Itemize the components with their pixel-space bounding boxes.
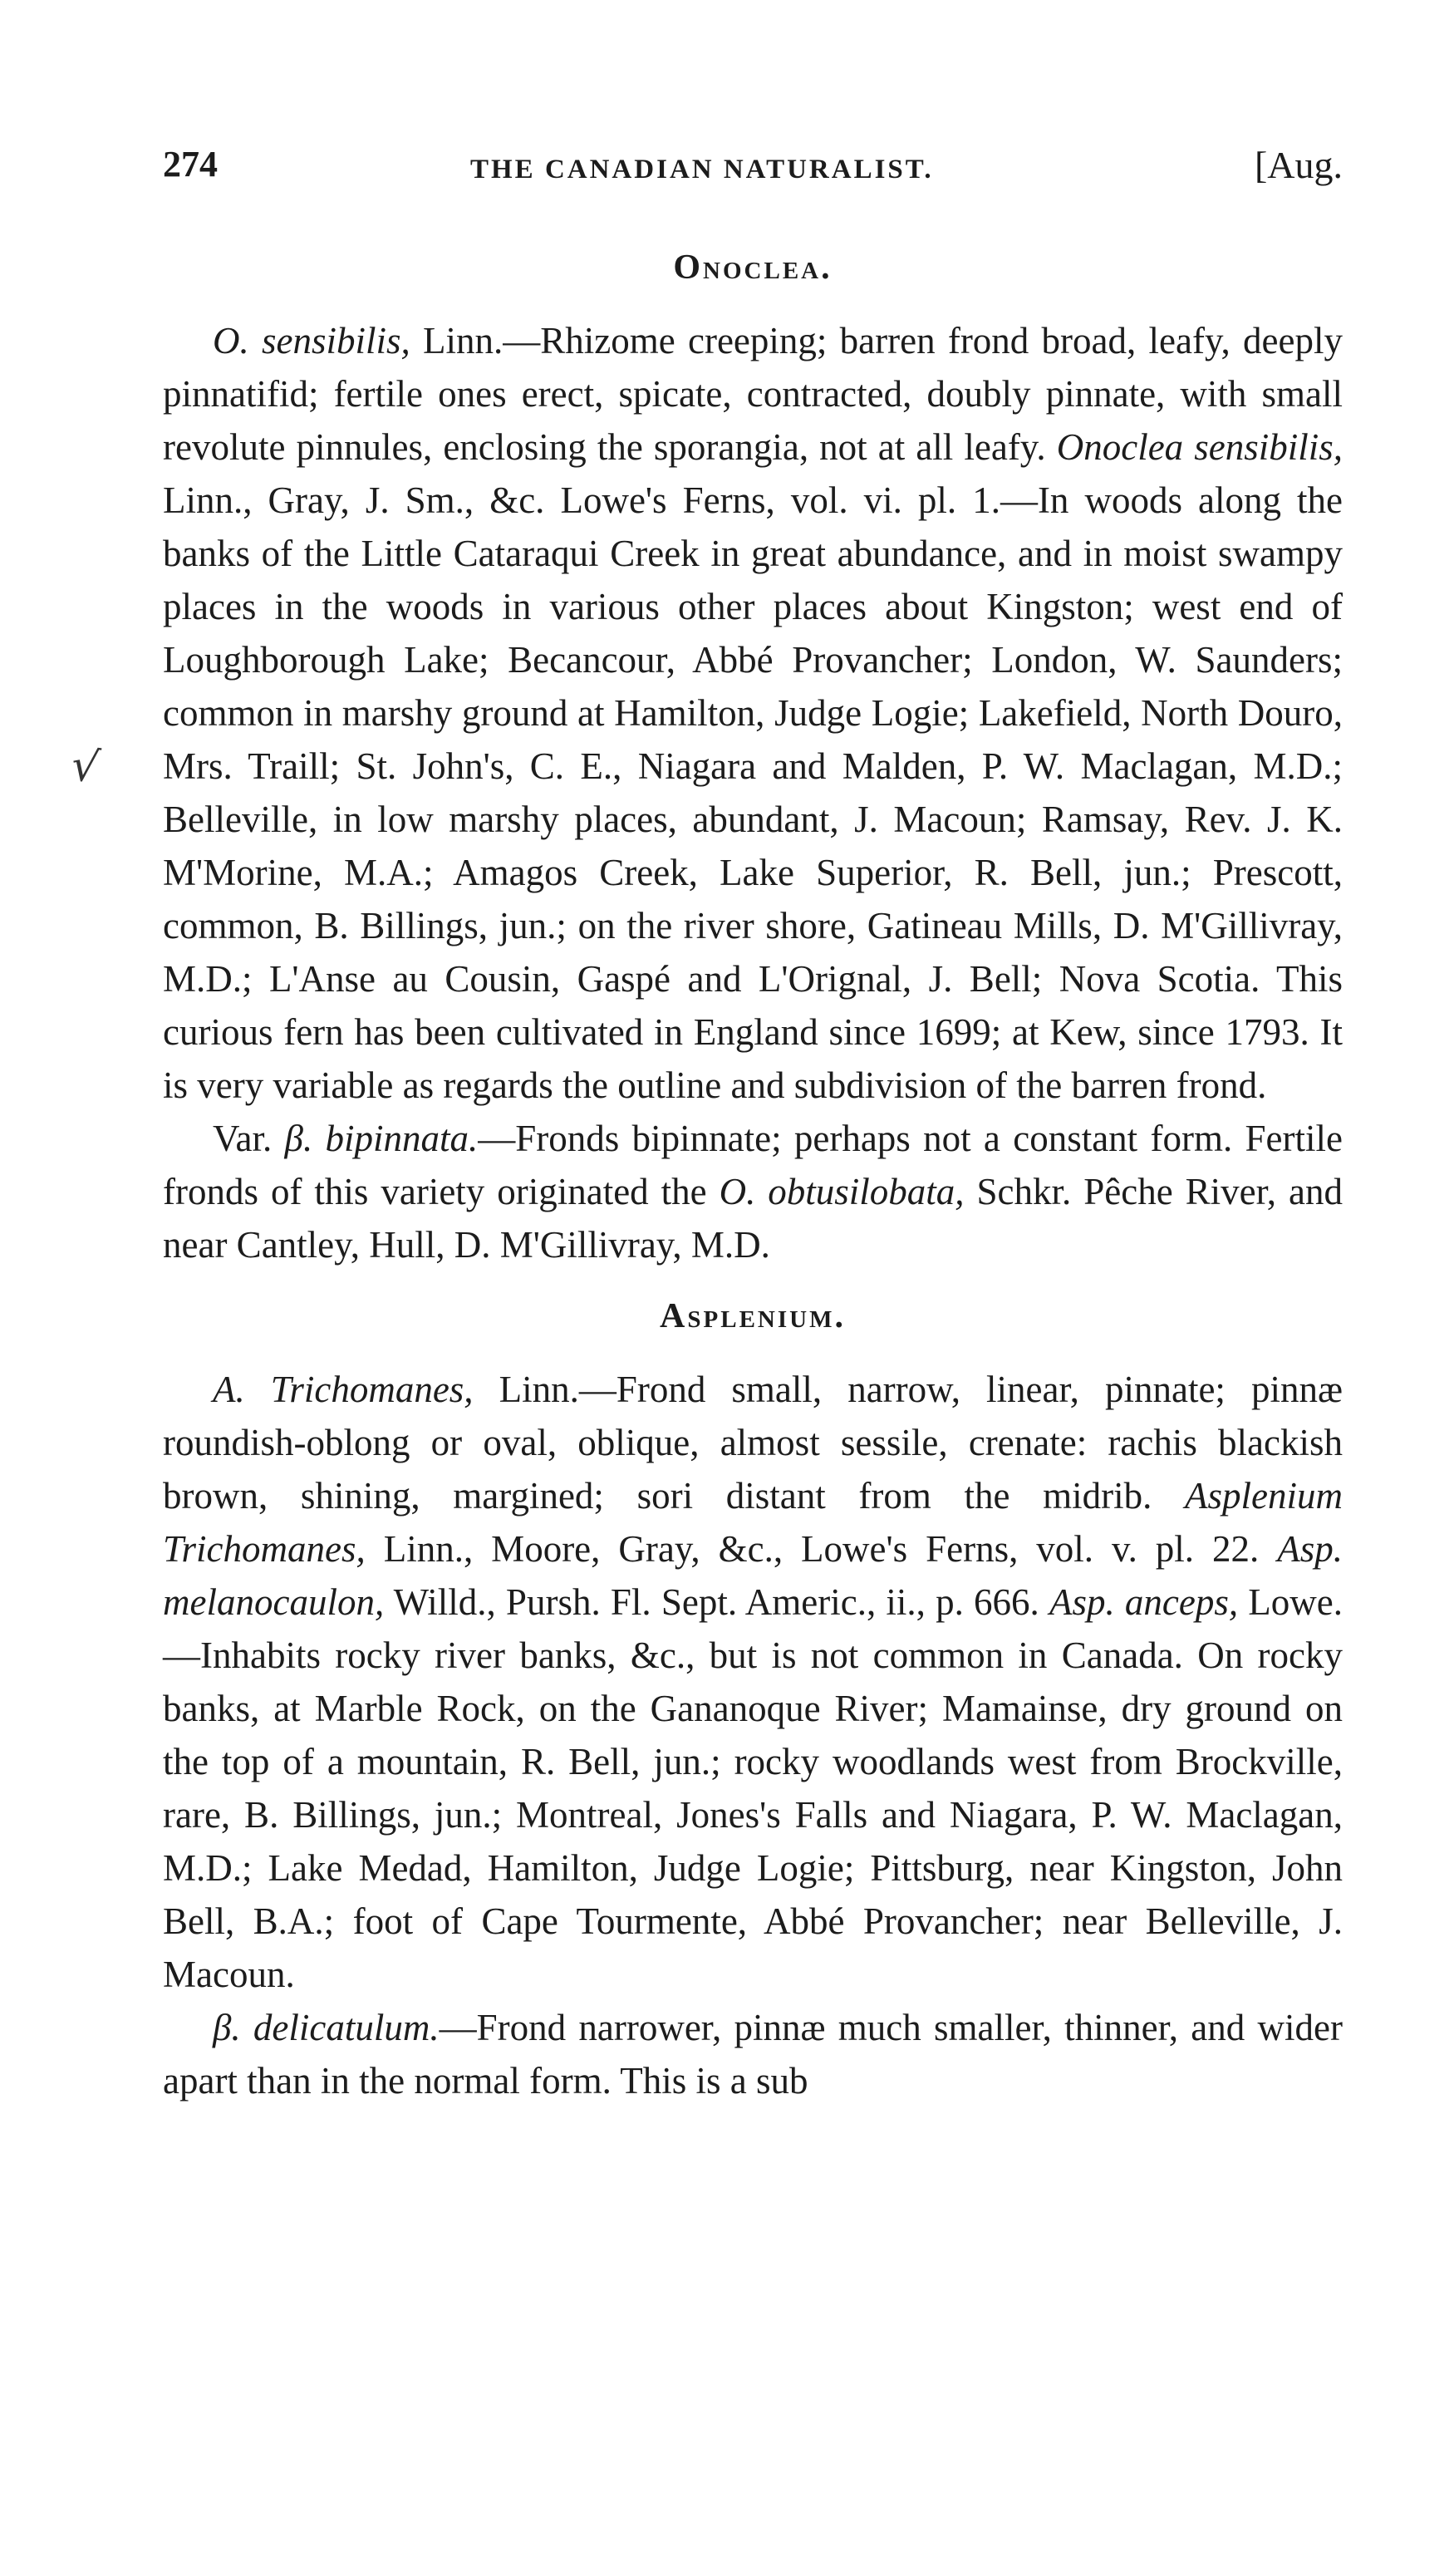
synonym-name: Onoclea sensibilis, bbox=[1056, 426, 1343, 468]
description-text: Linn.—Frond small, narrow, linear, pinnate; pinnæ roundish-oblong or oval, oblique, almost sessile, crenate: rachis blackish brown, shining, margined; sori distant from the midrib. bbox=[163, 1369, 1343, 1517]
description-text: Linn., Moore, Gray, &c., Lowe's Ferns, vol. v. pl. 22. bbox=[365, 1528, 1278, 1570]
synonym-name: O. obtusilobata, bbox=[719, 1171, 965, 1212]
species-name: A. Trichomanes, bbox=[213, 1369, 474, 1410]
description-text: Willd., Pursh. Fl. Sept. Americ., ii., p. 666. bbox=[384, 1581, 1049, 1623]
variety-paragraph-delicatulum bbox=[163, 2001, 1343, 2107]
description-text: Linn.—Rhizome creeping; barren frond broad, leafy, deeply pinnatifid; fertile ones erect, spicate, contracted, doubly pinnate, with small revolute pinnules, enclosing the sporangia, not at all leafy. bbox=[163, 320, 1343, 468]
body-text bbox=[163, 241, 1343, 2107]
species-name: O. sensibilis, bbox=[213, 320, 410, 361]
genus-heading-onoclea: Onoclea. bbox=[673, 248, 833, 287]
handwritten-check-mark: √ bbox=[67, 740, 103, 794]
description-text: Schkr. Pêche River, and near Cantley, Hull, D. M'Gillivray, M.D. bbox=[163, 1171, 1343, 1266]
synonym-name: Asp. anceps, bbox=[1049, 1581, 1239, 1623]
species-paragraph-onoclea-sensibilis bbox=[163, 314, 1343, 1112]
variety-lead: Var. bbox=[213, 1118, 285, 1159]
description-text: Lowe.—Inhabits rocky river banks, &c., but is not common in Canada. On rocky banks, at Marble Rock, on the Gananoque River; Mamainse, dry ground on the top of a mountain, R. Bell, jun.; rocky woodlands west from Brockville, rare, B. Billings, jun.; Montreal, Jones's Falls and Niagara, P. W. Maclagan, M.D.; Lake Medad, Hamilton, Judge Logie; Pittsburg, near Kingston, John Bell, B.A.; foot of Cape Tourmente, Abbé Provancher; near Belleville, J. Macoun. bbox=[163, 1581, 1343, 1995]
variety-name: β. delicatulum. bbox=[213, 2007, 440, 2048]
running-head bbox=[163, 143, 1343, 209]
variety-paragraph-bipinnata bbox=[163, 1112, 1343, 1271]
description-text: —Fronds bipinnate; perhaps not a constant form. Fertile fronds of this variety originated the bbox=[163, 1118, 1343, 1212]
description-text: —Frond narrower, pinnæ much smaller, thinner, and wider apart than in the normal form. This is a sub bbox=[163, 2007, 1343, 2102]
species-paragraph-asplenium-trichomanes bbox=[163, 1363, 1343, 2001]
journal-title: THE CANADIAN NATURALIST. bbox=[470, 155, 934, 184]
genus-heading-asplenium: Asplenium. bbox=[660, 1297, 846, 1335]
description-text: Linn., Gray, J. Sm., &c. Lowe's Ferns, vol. vi. pl. 1.—In woods along the banks of the Little Cataraqui Creek in great abundance, and in moist swampy places in the woods in various other places about Kingston; west end of Loughborough Lake; Becancour, Abbé Provancher; London, W. Saunders; common in marshy ground at Hamilton, Judge Logie; Lakefield, North Douro, Mrs. Traill; St. John's, C. E., Niagara and Malden, P. W. Maclagan, M.D.; Belleville, in low marshy places, abundant, J. Macoun; Ramsay, Rev. J. K. M'Morine, M.A.; Amagos Creek, Lake Superior, R. Bell, jun.; Prescott, common, B. Billings, jun.; on the river shore, Gatineau Mills, D. M'Gillivray, M.D.; L'Anse au Cousin, Gaspé and L'Orignal, J. Bell; Nova Scotia. This curious fern has been cultivated in England since 1699; at Kew, since 1793. It is very variable as regards the outline and subdivision of the barren frond. bbox=[163, 479, 1343, 1106]
synonym-name: Asp. melanocaulon, bbox=[163, 1528, 1343, 1623]
issue-month: [Aug. bbox=[1254, 144, 1343, 186]
page-number: 274 bbox=[163, 144, 218, 184]
synonym-name: Asplenium Trichomanes, bbox=[163, 1475, 1343, 1570]
variety-name: β. bipinnata. bbox=[284, 1118, 479, 1159]
